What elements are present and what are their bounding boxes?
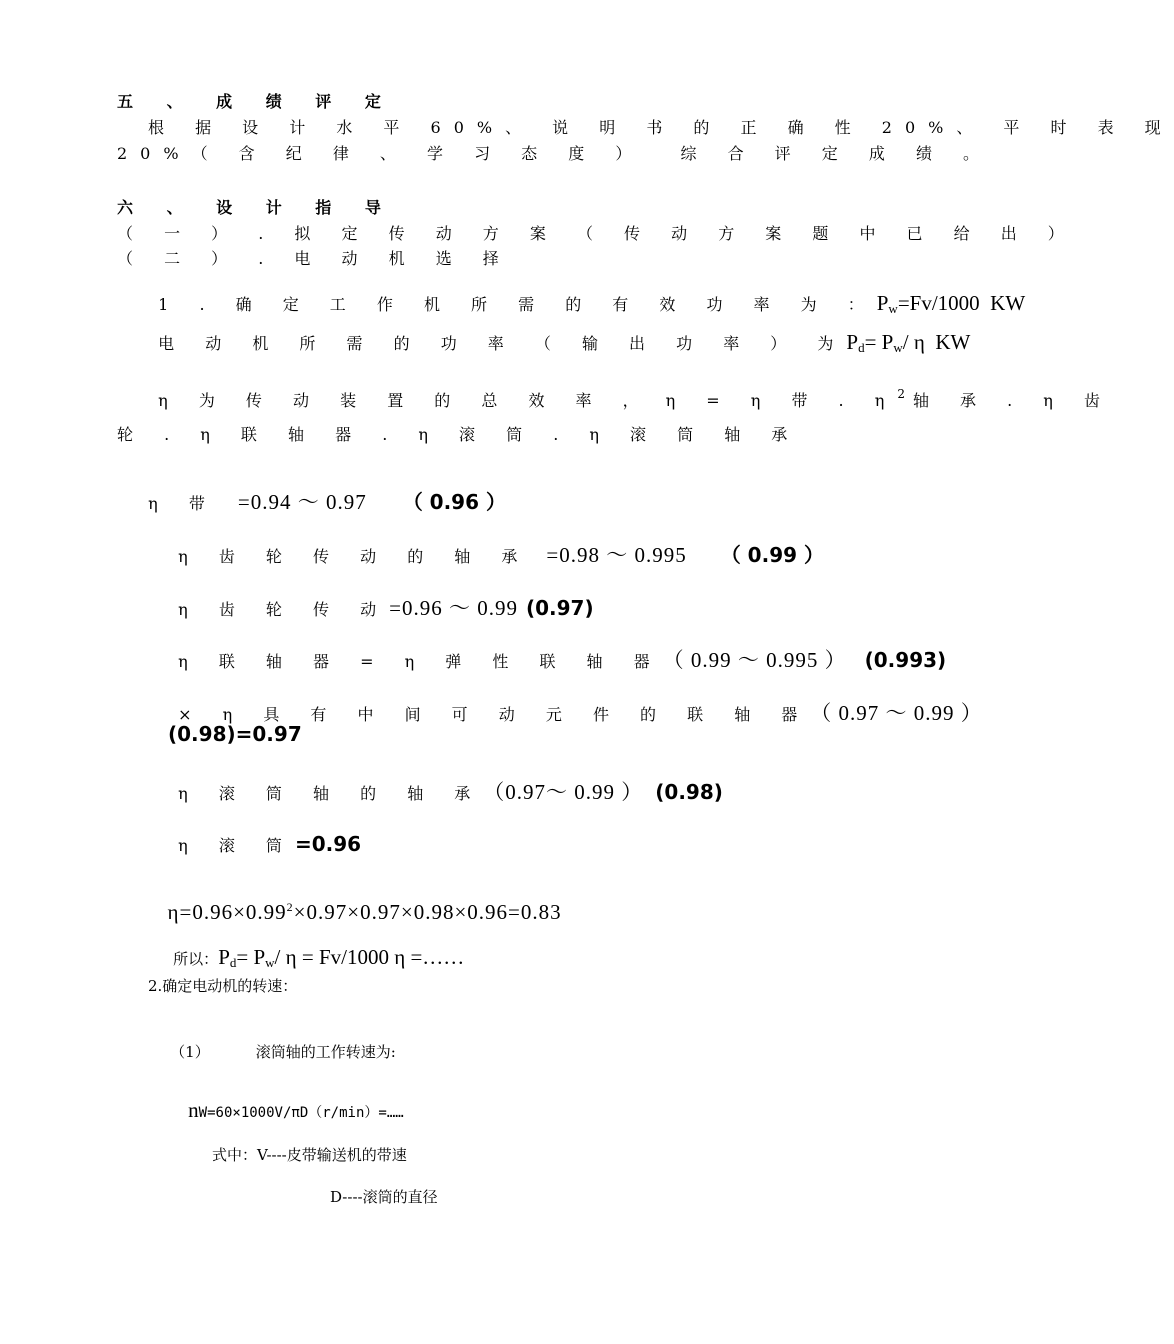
- rpm-formula: nW=60×1000V/πD（r/min）=……: [188, 1098, 404, 1122]
- step-1-line: [148, 277, 1025, 315]
- eff-coupling-2-value: (0.98)=0.97: [168, 722, 302, 746]
- section-6-item-1: （ 一 ） . 拟 定 传 动 方 案 （ 传 动 方 案 题 中 已 给 出 ）: [117, 224, 1077, 243]
- so-formula: $P_d= P_w/$ η = Fv/1000 η =……: [218, 945, 465, 970]
- section-6-title: 六 、 设 计 指 导: [117, 198, 395, 217]
- total-efficiency: $\eta=0.96\times 0.99^2\times 0.97\times 0.97\times 0.98\times 0.96=0.83$: [167, 900, 562, 924]
- section-6-item-2: （ 二 ） . 电 动 机 选 择: [117, 249, 512, 268]
- eff-drum: η 滚 筒=0.96: [178, 832, 362, 856]
- where-line: 式中：V----皮带输送机的带速: [212, 1146, 407, 1164]
- eff-drum-bearing: η 滚 筒 轴 的 轴 承（0.97～ 0.99 ） (0.98): [178, 780, 723, 804]
- motor-power-line: [148, 316, 970, 354]
- where-line-2: D----滚筒的直径: [330, 1188, 438, 1206]
- eta-desc-b: η = η 带 . η: [665, 391, 898, 410]
- pw-formula: $P_w=Fv/1000$ KW: [876, 291, 1026, 316]
- so-line: 所以：$P_d= P_w/$ η = Fv/1000 η =……: [173, 945, 465, 970]
- eta-description-line-2: 轮 . η 联 轴 器 . η 滚 筒 . η 滚 筒 轴 承: [117, 425, 801, 444]
- step-2-item-1: （1） 滚筒轴的工作转速为:: [170, 1043, 396, 1061]
- eta-desc-c: 轴 承 . η 齿: [912, 391, 1113, 410]
- eff-gear: η 齿 轮 传 动=0.96 ～ 0.99 (0.97): [178, 596, 594, 620]
- eff-gear-bearing: η 齿 轮 传 动 的 轴 承 =0.98 ～ 0.995 （ 0.99 ）: [178, 543, 824, 567]
- eff-coupling: η 联 轴 器 = η 弹 性 联 轴 器（ 0.99 ～ 0.995 ） (0.993): [178, 648, 947, 672]
- pd-formula: $P_d= P_w/$ η KW: [846, 330, 971, 355]
- section-5-line-1: 根 据 设 计 水 平 60%、 说 明 书 的 正 确 性 20%、 平 时 表 现: [148, 118, 1174, 137]
- motor-power-label: 电 动 机 所 需 的 功 率 （ 输 出 功 率 ） 为: [158, 334, 847, 353]
- step-1-label: 1 . 确 定 工 作 机 所 需 的 有 效 功 率 为 ：: [158, 295, 877, 314]
- eta-description-line: η 为 传 动 装 置 的 总 效 率 ， η = η 带 . $\eta^2$ 轴 承 . η 齿: [158, 387, 1113, 410]
- eff-coupling-2: × η 具 有 中 间 可 动 元 件 的 联 轴 器（ 0.97 ～ 0.99 ）: [178, 701, 983, 725]
- step-2-title: 2.确定电动机的转速：: [148, 977, 298, 995]
- eta-desc-a: η 为 传 动 装 置 的 总 效 率 ，: [158, 391, 652, 410]
- section-5-line-2: 20%（ 含 纪 律 、 学 习 态 度 ） 综 合 评 定 成 绩 。: [117, 144, 993, 163]
- eff-belt: η 带 =0.94 ～ 0.97 （ 0.96 ）: [148, 490, 506, 514]
- section-5-title: 五 、 成 绩 评 定: [117, 92, 395, 111]
